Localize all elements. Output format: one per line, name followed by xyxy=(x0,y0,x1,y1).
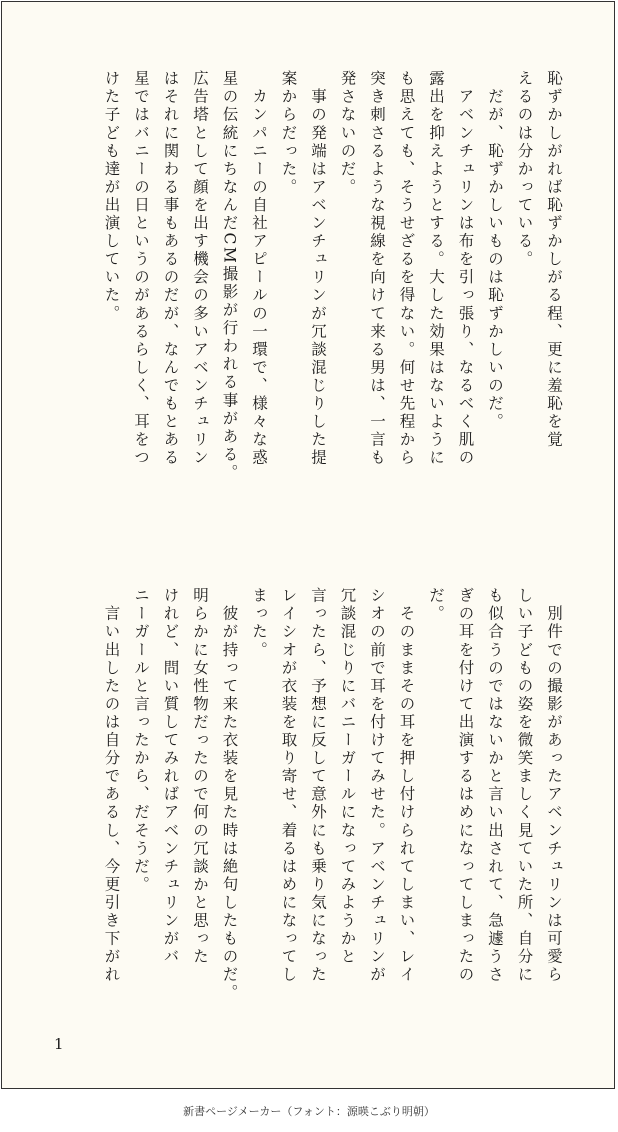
lower-text-block: 別件での撮影があったアベンチュリンは可愛ら しい子どもの姿を微笑ましく見ていた所、自分に も似合うのではないかと言い出されて、急遽うさ ぎの耳を付けて出演するはめになってしまったの だ。 そのままその耳を押し付けられてしまい、レイ シオの前で耳を付けてみせた。アベンチュリンが 冗談混じりにバニーガールになってみようかと 言ったら、予想に反して意外にも乗り気になった レイシオが衣装を取り寄せ、着るはめになってし まった。 彼が持って来た衣装を見た時は絶句したものだ。 明らかに女性物だったので何の冗談かと思った けれど、問い質してみればアベンチュリンがバ ニーガールと言ったから、だそうだ。 言い出したのは自分であるし、今更引き下がれ xyxy=(102,587,563,1003)
upper-text-block: 恥ずかしがれば恥ずかしがる程、更に羞恥を覚 えるのは分かっている。 だが、恥ずかしいものは恥ずかしいのだ。 アベンチュリンは布を引っ張り、なるべく肌の 露出を抑えようとする。大した効果はないように も思えても、そうせざるを得ない。何せ先程から 突き刺さるような視線を向けて来る男は、一言も 発さないのだ。 事の発端はアベンチュリンが冗談混じりした提 案からだった。 カンパニーの自社アピールの一環で、様々な惑 星の伝統にちなんだCM撮影が行われる事がある。 広告塔として顔を出す機会の多いアベンチュリン はそれに関わる事もあるのだが、なんでもとある 星ではバニーの日というのがあるらしく、耳をつ けた子ども達が出演していた。 xyxy=(102,70,563,482)
book-page xyxy=(1,1,615,1089)
footer-credit: 新書ページメーカー（フォント：源暎こぶり明朝） xyxy=(183,1105,435,1118)
page-number: 1 xyxy=(54,1035,64,1053)
